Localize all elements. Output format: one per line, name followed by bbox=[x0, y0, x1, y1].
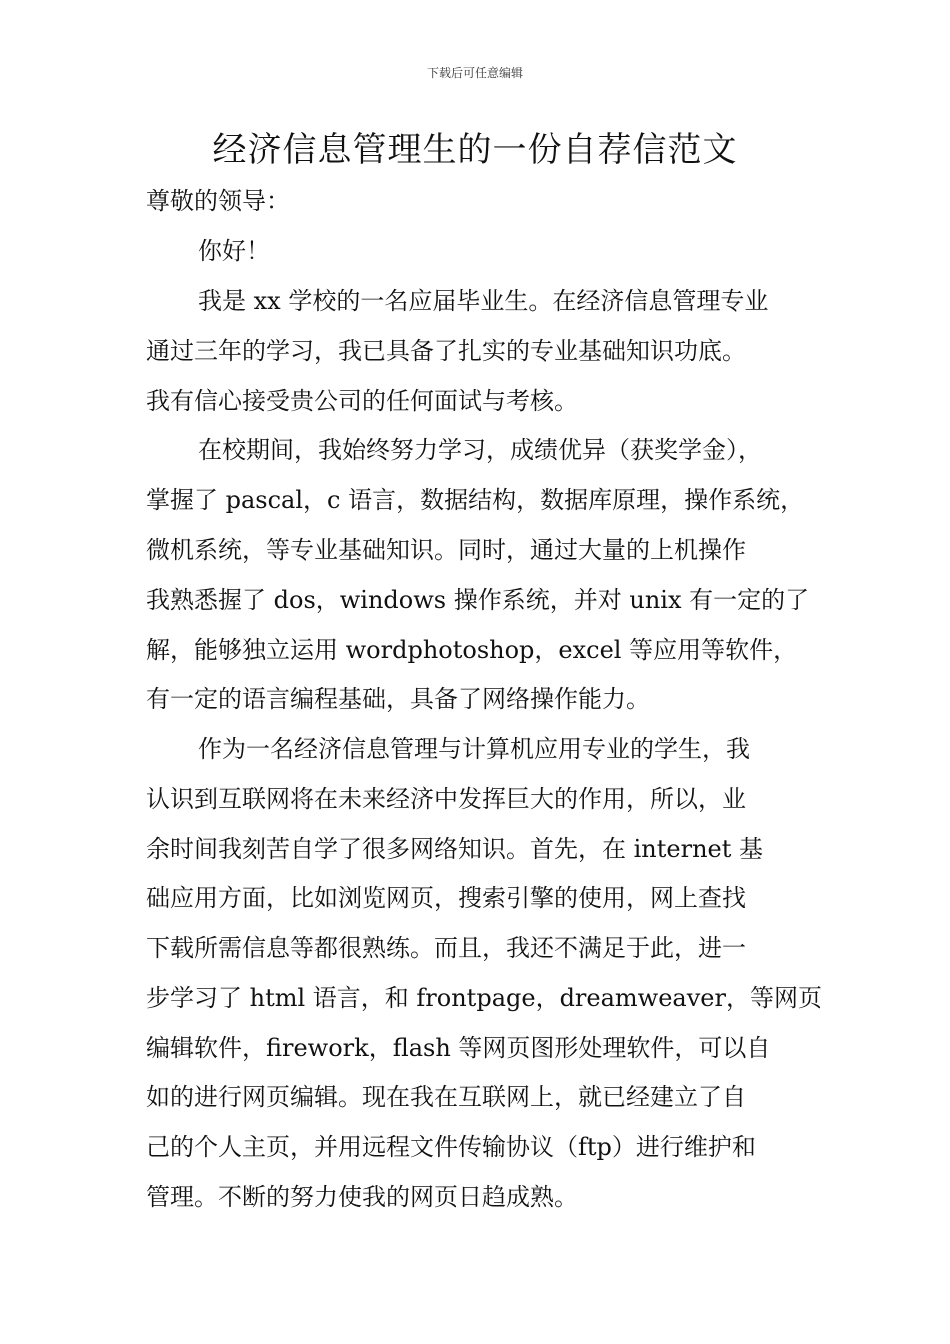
greeting-line: 你好！ bbox=[198, 237, 270, 265]
paragraph-line: 在校期间，我始终努力学习，成绩优异（获奖学金）， bbox=[198, 436, 762, 464]
page-header-note: 下载后可任意编辑 bbox=[426, 66, 523, 80]
paragraph-line: 有一定的语言编程基础，具备了网络操作能力。 bbox=[146, 685, 650, 713]
paragraph-line: 微机系统，等专业基础知识。同时，通过大量的上机操作 bbox=[146, 536, 746, 564]
document-title: 经济信息管理生的一份自荐信范文 bbox=[212, 130, 738, 170]
paragraph-line: 管理。不断的努力使我的网页日趋成熟。 bbox=[146, 1183, 578, 1211]
paragraph-line: 我熟悉握了 dos，windows 操作系统，并对 unix 有一定的了 bbox=[146, 586, 810, 614]
paragraph-line: 础应用方面，比如浏览网页，搜索引擎的使用，网上查找 bbox=[146, 884, 746, 912]
paragraph-line: 通过三年的学习，我已具备了扎实的专业基础知识功底。 bbox=[146, 337, 746, 365]
paragraph-line: 作为一名经济信息管理与计算机应用专业的学生，我 bbox=[198, 735, 750, 763]
paragraph-line: 己的个人主页，并用远程文件传输协议（ftp）进行维护和 bbox=[146, 1133, 756, 1161]
paragraph-line: 余时间我刻苦自学了很多网络知识。首先，在 internet 基 bbox=[146, 835, 764, 863]
paragraph-line: 我是 xx 学校的一名应届毕业生。在经济信息管理专业 bbox=[198, 287, 769, 315]
paragraph-line: 下载所需信息等都很熟练。而且，我还不满足于此，进一 bbox=[146, 934, 746, 962]
paragraph-line: 解，能够独立运用 wordphotoshop，excel 等应用等软件， bbox=[146, 636, 798, 664]
paragraph-line: 我有信心接受贵公司的任何面试与考核。 bbox=[146, 387, 578, 415]
salutation-line: 尊敬的领导： bbox=[146, 187, 290, 215]
paragraph-line: 掌握了 pascal，c 语言，数据结构，数据库原理，操作系统， bbox=[146, 486, 805, 514]
paragraph-line: 如的进行网页编辑。现在我在互联网上，就已经建立了自 bbox=[146, 1083, 746, 1111]
paragraph-line: 步学习了 html 语言，和 frontpage，dreamweaver，等网页 bbox=[146, 984, 822, 1012]
paragraph-line: 编辑软件，firework，flash 等网页图形处理软件，可以自 bbox=[146, 1034, 771, 1062]
paragraph-line: 认识到互联网将在未来经济中发挥巨大的作用，所以，业 bbox=[146, 785, 746, 813]
